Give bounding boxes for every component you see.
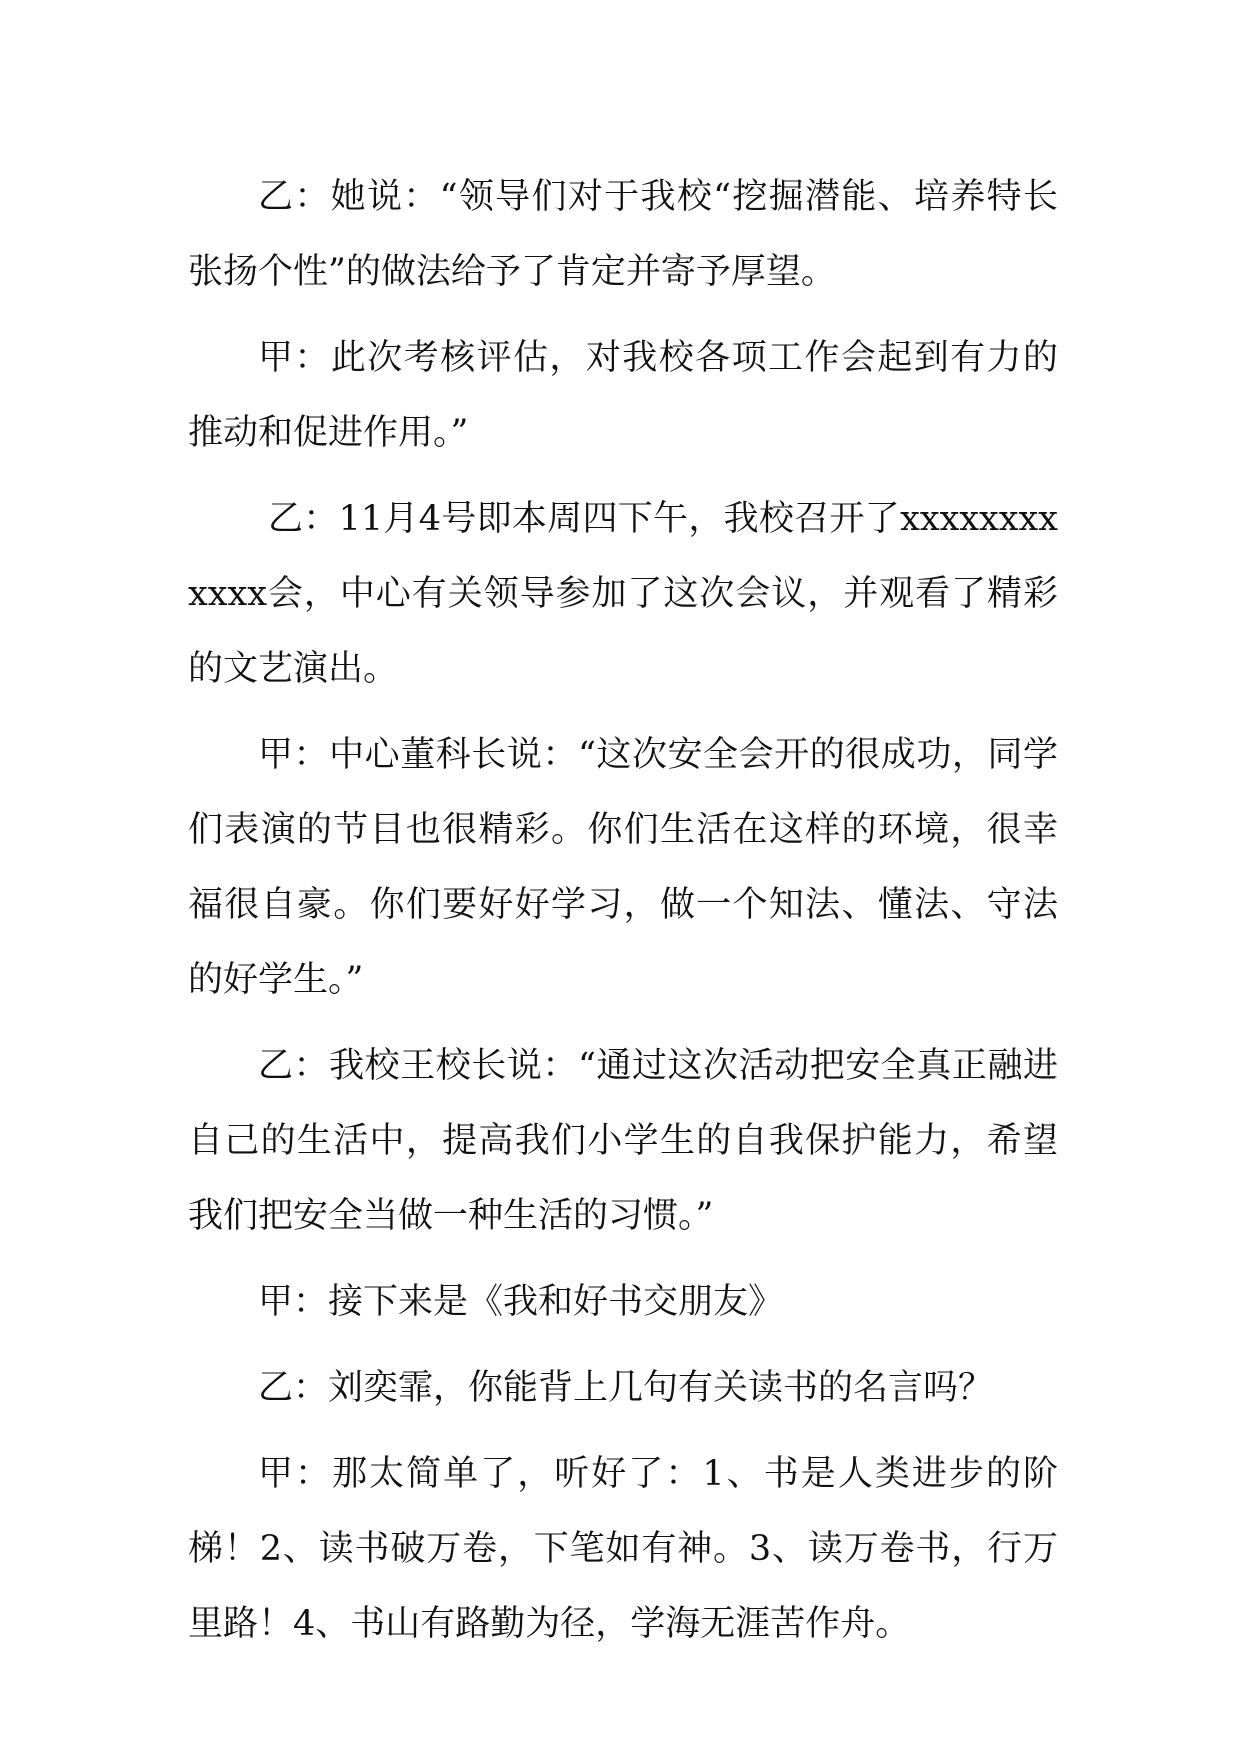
paragraph-7: 乙：刘奕霏，你能背上几句有关读书的名言吗？: [258, 1368, 994, 1408]
paragraph-1: 乙：她说：“领导们对于我校“挖掘潜能、培养特长张扬个性”的做法给予了肯定并寄予厚望。: [188, 177, 1058, 292]
paragraph-2: 甲：此次考核评估，对我校各项工作会起到有力的推动和促进作用。”: [188, 338, 1058, 453]
document-page: [188, 160, 1058, 1673]
paragraph-6: 甲：接下来是《我和好书交朋友》: [258, 1282, 784, 1322]
paragraph-4: 甲：中心董科长说：“这次安全会开的很成功，同学们表演的节目也很精彩。你们生活在这样的环境，很幸福很自豪。你们要好好学习，做一个知法、懂法、守法的好学生。”: [188, 735, 1058, 1000]
paragraph-8: 甲：那太简单了，听好了：1、书是人类进步的阶梯！2、读书破万卷，下笔如有神。3、读万卷书，行万里路！4、书山有路勤为径，学海无涯苦作舟。: [188, 1454, 1058, 1644]
paragraph-3: 乙：11月4号即本周四下午，我校召开了xxxxxxxxxxxx会，中心有关领导参加了这次会议，并观看了精彩的文艺演出。: [188, 499, 1058, 689]
paragraph-5: 乙：我校王校长说：“通过这次活动把安全真正融进自己的生活中，提高我们小学生的自我保护能力，希望我们把安全当做一种生活的习惯。”: [188, 1046, 1058, 1236]
